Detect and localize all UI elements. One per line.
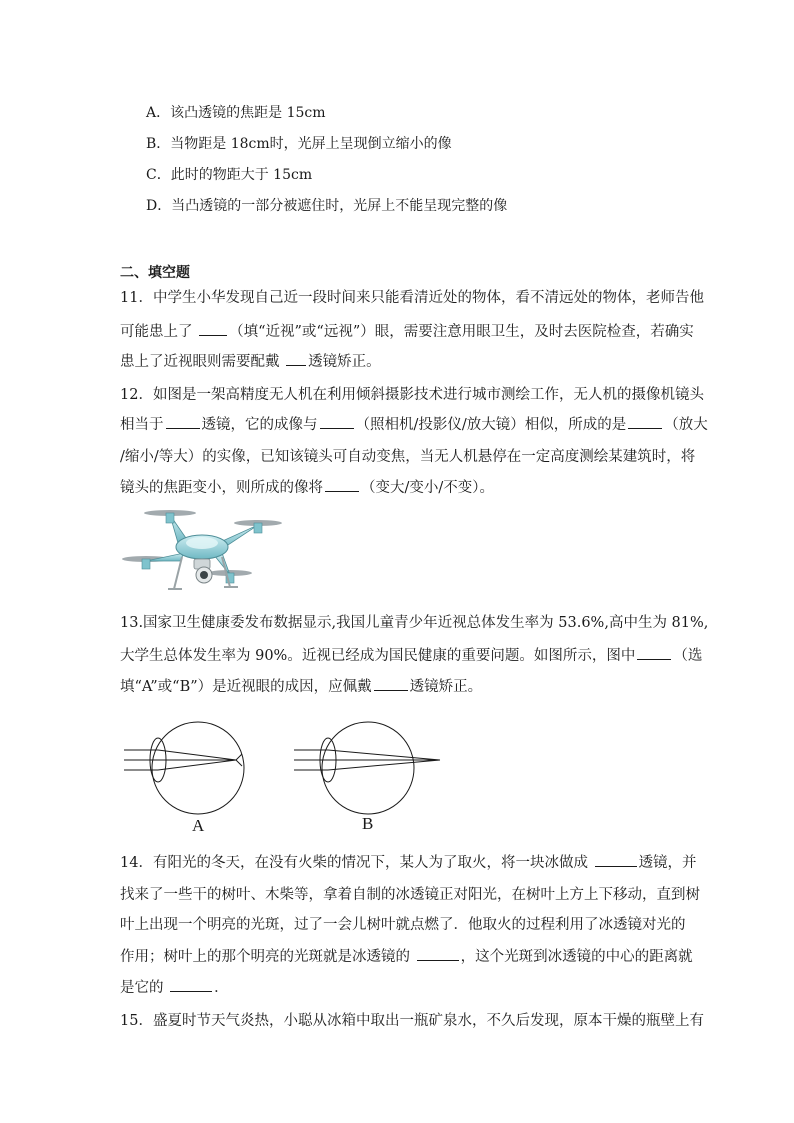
- eye-label-a: A: [192, 816, 205, 835]
- q11-line-3: 患上了近视眼则需要配戴 透镜矫正。: [120, 351, 381, 373]
- q13-blank-1[interactable]: [637, 645, 671, 660]
- q14-line-2: 找来了一些干的树叶、木柴等，拿着自制的冰透镜正对阳光，在树叶上方上下移动，直到树: [120, 887, 700, 903]
- option-d: D．当凸透镜的一部分被遮住时，光屏上不能呈现完整的像: [146, 198, 508, 214]
- section-title: 二、填空题: [120, 265, 190, 281]
- q12-blank-3[interactable]: [628, 414, 662, 429]
- q13-blank-2[interactable]: [374, 676, 408, 691]
- eye-a: [124, 722, 244, 814]
- q12-line-1: 12．如图是一架高精度无人机在利用倾斜摄影技术进行城市测绘工作，无人机的摄像机镜头: [120, 387, 704, 403]
- q14-blank-1[interactable]: [595, 852, 637, 867]
- eye-b: [294, 722, 440, 814]
- eye-diagram-svg: [118, 718, 448, 818]
- q13-line-3: 填“A”或“B”）是近视眼的成因，应佩戴 透镜矫正。: [120, 676, 482, 698]
- q13-line-1: 13.国家卫生健康委发布数据显示,我国儿童青少年近视总体发生率为 53.6%,高中生为 81%,: [120, 615, 709, 631]
- q14-line-1: 14．有阳光的冬天，在没有火柴的情况下，某人为了取火，将一块冰做成 透镜，并: [120, 852, 697, 874]
- q14-blank-2[interactable]: [417, 946, 459, 961]
- q13-line-2: 大学生总体发生率为 90%。近视已经成为国民健康的重要问题。如图所示，图中 （选: [120, 645, 702, 667]
- q12-blank-1[interactable]: [166, 414, 200, 429]
- option-a: A．该凸透镜的焦距是 15cm: [146, 105, 326, 121]
- q11-blank-1[interactable]: [199, 321, 227, 336]
- q11-line-2: 可能患上了 （填“近视”或“远视”）眼，需要注意用眼卫生，及时去医院检查，若确实: [120, 321, 694, 343]
- q14-line-5: 是它的 ．: [120, 977, 229, 999]
- q11-line-1: 11．中学生小华发现自己近一段时间来只能看清近处的物体，看不清远处的物体，老师告他: [120, 290, 704, 306]
- q11-blank-2[interactable]: [286, 351, 306, 366]
- q14-line-3: 叶上出现一个明亮的光斑，过了一会儿树叶就点燃了．他取火的过程利用了冰透镜对光的: [120, 917, 686, 933]
- q12-blank-4[interactable]: [325, 477, 359, 492]
- q14-blank-3[interactable]: [170, 977, 212, 992]
- eye-diagrams: [118, 718, 448, 818]
- q12-line-3: /缩小/等大）的实像，已知该镜头可自动变焦，当无人机悬停在一定高度测绘某建筑时，将: [120, 449, 696, 465]
- q15-line-1: 15．盛夏时节天气炎热，小聪从冰箱中取出一瓶矿泉水，不久后发现，原本干燥的瓶壁上有: [120, 1013, 704, 1029]
- option-b: B．当物距是 18cm时，光屏上呈现倒立缩小的像: [146, 136, 452, 152]
- q12-line-2: 相当于 透镜，它的成像与 （照相机/投影仪/放大镜）相似，所成的是 （放大: [120, 414, 708, 436]
- drone-icon: [118, 503, 283, 603]
- drone-figure: [118, 503, 283, 603]
- q12-blank-2[interactable]: [320, 414, 354, 429]
- option-c: C．此时的物距大于 15cm: [146, 167, 313, 183]
- eye-label-b: B: [362, 814, 374, 833]
- q12-line-4: 镜头的焦距变小，则所成的像将 （变大/变小/不变）。: [120, 477, 494, 499]
- q14-line-4: 作用；树叶上的那个明亮的光斑就是冰透镜的 ，这个光斑到冰透镜的中心的距离就: [120, 946, 693, 968]
